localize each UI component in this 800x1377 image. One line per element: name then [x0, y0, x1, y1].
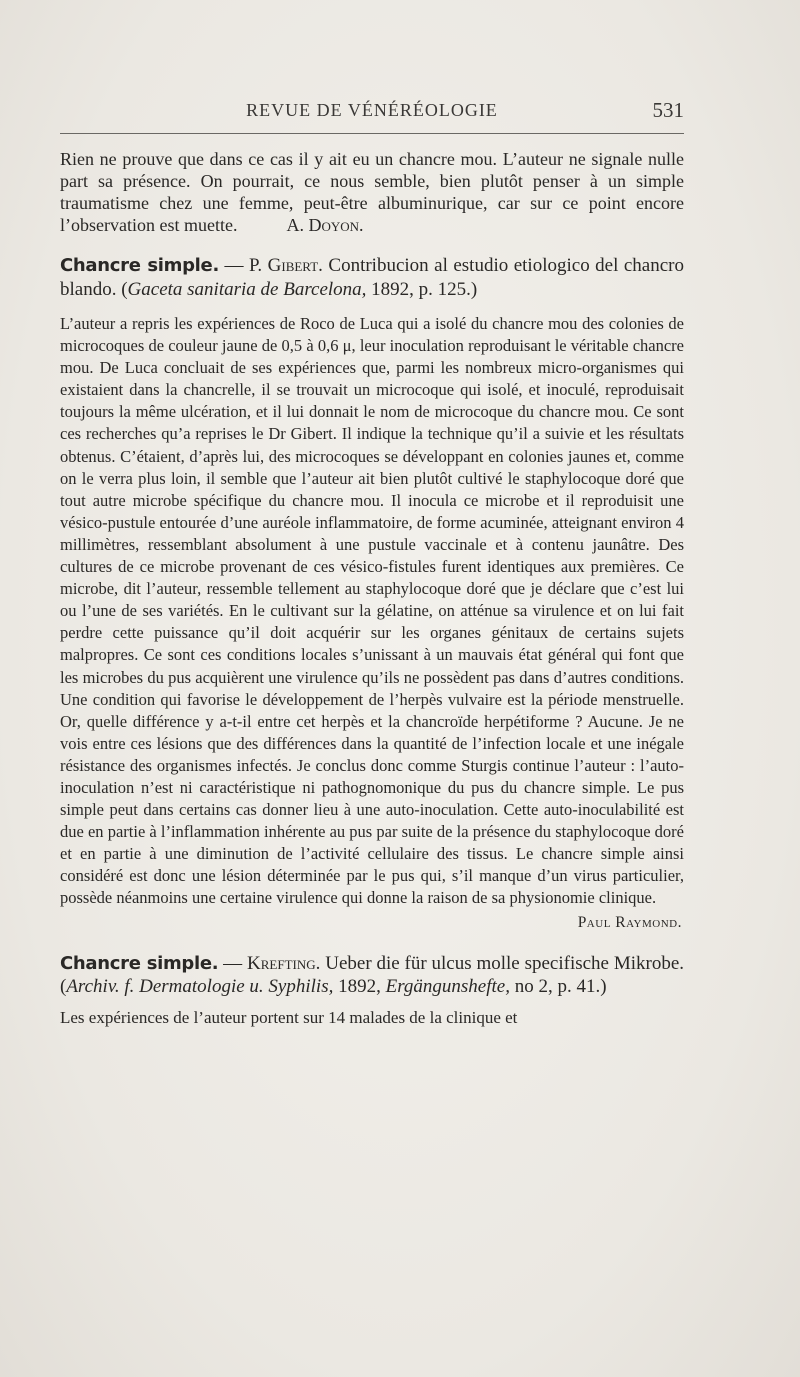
running-title: REVUE DE VÉNÉRÉOLOGIE — [246, 100, 498, 120]
body-text — [60, 148, 684, 1029]
article3-author: Krefting — [247, 952, 316, 974]
article2-work-title: . Contribucion al estudio etiologico del chancro blando. ( — [60, 255, 684, 300]
article2-dash: — — [218, 255, 249, 276]
article3-journal: Archiv. f. Dermatologie u. Syphilis, — [66, 976, 334, 998]
article3-body-text: Les expériences de l’auteur portent sur 14 malades de la clinique et — [60, 1007, 518, 1027]
article3-title-heading: Chancre simple. — [60, 952, 219, 974]
article3-dash: — — [218, 952, 248, 974]
article3-supplement: Ergängunshefte, — [385, 976, 510, 998]
article2-journal: Gaceta sanitaria de Barcelona, — [127, 278, 367, 300]
header-rule — [60, 133, 684, 134]
article2-author: P. Gibert — [248, 255, 319, 276]
article1-paragraph — [60, 148, 684, 236]
article3-year: 1892, — [333, 976, 386, 998]
article3-work-title: . Ueber die für ulcus molle specifische Mikrobe. ( — [60, 952, 685, 998]
article2-body — [60, 313, 684, 910]
article2-body-text: L’auteur a repris les expériences de Roco de Luca qui a isolé du chancre mou des colonies de microcoques de couleur jaune de 0,5 à 0,6 μ, leur inoculation reproduisant le véritable chancre mou. De Luca concluait de ses expériences que, parmi les nombreux micro-organismes qui existaient dans la chancrelle, il se trouvait un microcoque qui isolé, et inoculé, reproduisait toujours la même ulcération, et il lui donnait le nom de microcoque du chancre mou. Ce sont ces recherches qu’a reprises le Dr Gibert. Il indique la technique qu’il a suivie et les résultats obtenus. C’étaient, d’après lui, des microcoques se développant en colonies jaunes et, comme on le verra plus loin, il semble que l’auteur ait bien plutôt cultivé le staphylocoque doré que tout autre microbe spécifique du chancre mou. Il inocula ce microbe et il reproduisit une vésico-pustule entourée d’une auréole inflammatoire, de forme acuminée, atteignant environ 4 millimètres, ressemblant absolument à une pustule vaccinale et à contenu jaunâtre. Des cultures de ce microbe provenant de ces vésico-fistules furent identiques aux premières. Ce microbe, dit l’auteur, ressemble tellement au staphylocoque doré que je déclare que c’est lui ou l’une de ses variétés. En le cultivant sur la gélatine, on atténue sa virulence et on lui fait perdre cette puissance qu’il doit acquérir sur les organes génitaux de certains sujets malpropres. Ce sont ces conditions locales s’unissant à un mauvais état général qui font que les microbes du pus acquièrent une virulence qu’ils ne possèdent pas dans d’autres conditions. Une condition qui favorise le développement de l’herpès vulvaire est la période menstruelle. Or, quelle différence y a-t-il entre cet herpès et la chancroïde herpétiforme ? Aucune. Je ne vois entre ces lésions que des différences dans la quantité de l’infection locale et une inégale résistance des organismes infectés. Je conclus donc comme Sturgis continue l’auteur : l’auto-inoculation n’est ni caractéristique ni pathognomonique du pus du chancre simple. Le pus simple peut dans certains cas donner lieu à une auto-inoculation. Cette auto-inoculabilité est due en partie à l’inflammation inhérente au pus par suite de la présence du staphylocoque doré et en partie à une diminution de l’activité cellulaire des tissus. Le chancre simple ainsi considéré est donc une lésion déterminée par le pus qui, s’il manque d’un virus particulier, possède néanmoins une certaine virulence qui donne la raison de sa physionomie clinique. — [60, 314, 684, 908]
article3-heading — [60, 952, 684, 999]
page-header — [60, 100, 684, 128]
article2-title-heading: Chancre simple. — [60, 255, 219, 276]
article2-signature: Paul Raymond. — [577, 913, 682, 931]
article2-citation: 1892, p. 125.) — [366, 278, 478, 300]
article1-signature: A. Doyon. — [286, 215, 364, 235]
article2-heading — [60, 254, 684, 301]
page-number: 531 — [652, 98, 684, 122]
article1-text: Rien ne prouve que dans ce cas il y ait eu un chancre mou. L’auteur ne signale nulle part sa présence. On pourrait, ce nous semble, bien plutôt penser à un simple traumatisme chez une femme, peut-être albuminurique, car sur ce point encore l’observation est muette. — [60, 149, 684, 235]
article3-body — [60, 1007, 684, 1029]
article3-citation: no 2, p. 41.) — [509, 976, 607, 998]
